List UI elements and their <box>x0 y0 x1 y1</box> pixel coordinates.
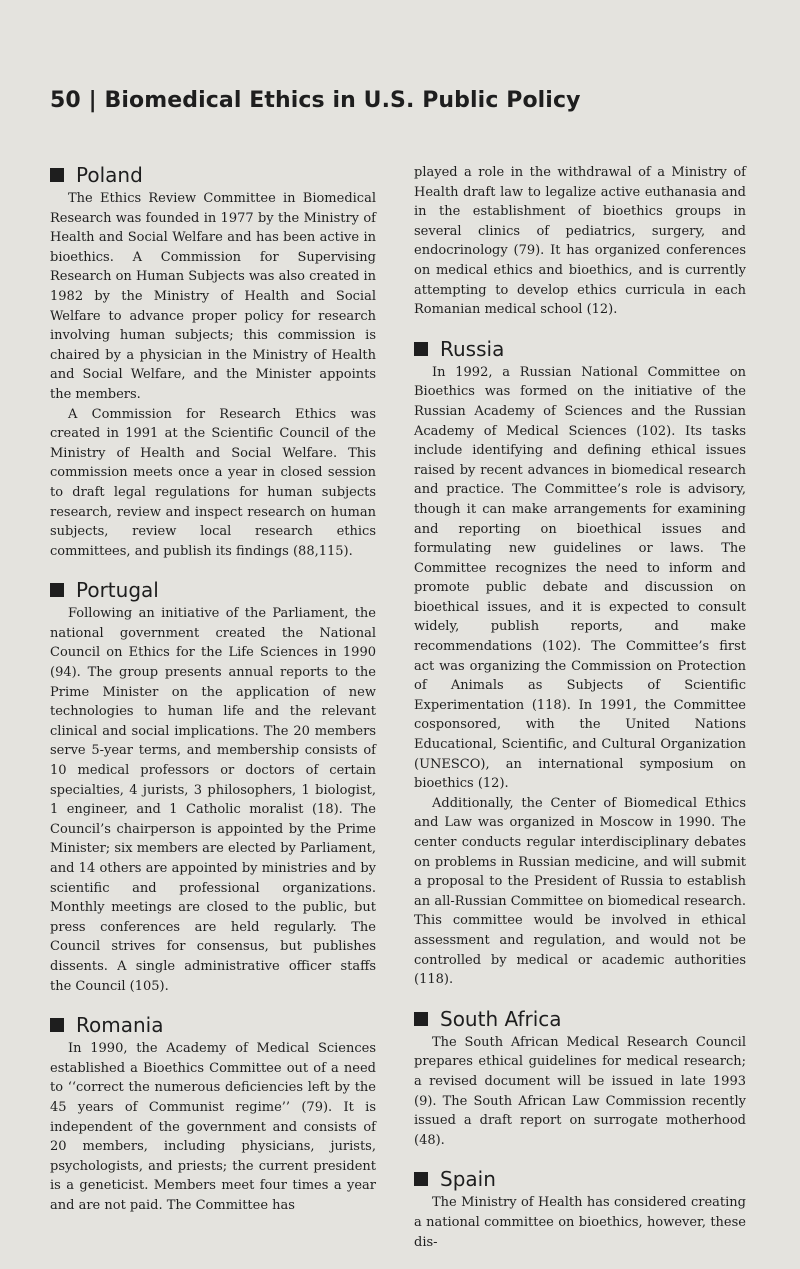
heading-text: Portugal <box>76 578 159 603</box>
section-heading-spain <box>414 1167 746 1191</box>
paragraph: Following an initiative of the Parliament, the national government created the National Council on Ethics for the Life Sciences in 1990 (94). The group presents annual reports to the Prime Minister on the application of new technologies to human life and the relevant clinical and social implications. The 20 members serve 5-year terms, and membership consists of 10 medical professors or doctors of certain specialties, 4 jurists, 3 philosophers, 1 biologist, 1 engineer, and 1 Catholic moralist (18). The Council’s chairperson is appointed by the Prime Minister; six members are elected by Parliament, and 14 others are appointed by ministries and by scientific and professional organizations. Monthly meetings are closed to the public, but press conferences are held regularly. The Council strives for consensus, but publishes dissents. A single administrative officer staffs the Council (105). <box>50 606 376 994</box>
left-column <box>50 163 376 1233</box>
square-bullet-icon <box>414 1172 428 1186</box>
section-heading-russia <box>414 337 746 361</box>
section-south-africa <box>414 1007 746 1151</box>
section-heading-poland <box>50 163 376 187</box>
section-heading-romania <box>50 1013 376 1037</box>
square-bullet-icon <box>50 168 64 182</box>
heading-text: South Africa <box>440 1006 562 1031</box>
paragraph: The South African Medical Research Council prepares ethical guidelines for medical research; a revised document will be issued in late 1993 (9). The South African Law Commission recently issued a draft report on surrogate motherhood (48). <box>414 1034 746 1148</box>
section-heading-portugal <box>50 578 376 602</box>
section-romania-continued <box>414 163 746 320</box>
section-romania <box>50 1013 376 1215</box>
square-bullet-icon <box>414 342 428 356</box>
section-heading-south-africa <box>414 1007 746 1031</box>
heading-text: Spain <box>440 1167 496 1192</box>
heading-text: Romania <box>76 1013 164 1038</box>
paragraph: A Commission for Research Ethics was created in 1991 at the Scientific Council of the Ministry of Health and Social Welfare. This commission meets once a year in closed session to draft legal regulations for human subjects research, review and inspect research on human subjects, review local research ethics committees, and publish its findings (88,115). <box>50 406 376 559</box>
square-bullet-icon <box>50 1018 64 1032</box>
square-bullet-icon <box>414 1012 428 1026</box>
paragraph: In 1990, the Academy of Medical Sciences established a Bioethics Committee out of a need to ‘‘correct the numerous deficiencies left by the 45 years of Communist regime’’ (79). It is independent of the government and consists of 20 members, including physicians, jurists, psychologists, and priests; the current president is a geneticist. Members meet four times a year and are not paid. The Committee has <box>50 1041 376 1213</box>
section-poland <box>50 163 376 561</box>
heading-text: Russia <box>440 336 505 361</box>
section-russia <box>414 337 746 990</box>
right-column <box>414 163 746 1269</box>
paragraph: The Ethics Review Committee in Biomedical Research was founded in 1977 by the Ministry of Health and Social Welfare and has been active in bioethics. A Commission for Supervising Research on Human Subjects was also created in 1982 by the Ministry of Health and Social Welfare to advance proper policy for research involving human subjects; this commission is chaired by a physician in the Ministry of Health and Social Welfare, and the Minister appoints the members. <box>50 191 376 402</box>
section-spain <box>414 1167 746 1252</box>
paragraph: Additionally, the Center of Biomedical Ethics and Law was organized in Moscow in 1990. The center conducts regular interdisciplinary debates on problems in Russian medicine, and will submit a proposal to the President of Russia to establish an all-Russian Committee on biomedical research. This committee would be involved in ethical assessment and regulation, and would not be controlled by medical or academic authorities (118). <box>414 795 746 988</box>
section-portugal <box>50 578 376 996</box>
paragraph: The Ministry of Health has considered creating a national committee on bioethics, however, these dis- <box>414 1195 746 1250</box>
square-bullet-icon <box>50 583 64 597</box>
paragraph: In 1992, a Russian National Committee on Bioethics was formed on the initiative of the Russian Academy of Sciences and the Russian Academy of Medical Sciences (102). Its tasks include identifying and defining ethical issues raised by recent advances in biomedical research and practice. The Committee’s role is advisory, though it can make arrangements for examining and reporting on bioethical issues and formulating new guidelines or laws. The Committee recognizes the need to inform and promote public debate and discussion on bioethical issues, and it is expected to consult widely, publish reports, and make recommendations (102). The Committee’s first act was organizing the Commission on Protection of Animals as Subjects of Scientific Experimentation (118). In 1991, the Committee cosponsored, with the United Nations Educational, Scientific, and Cultural Organization (UNESCO), an international symposium on bioethics (12). <box>414 364 746 792</box>
running-head: 50 | Biomedical Ethics in U.S. Public Policy <box>50 88 581 113</box>
heading-text: Poland <box>76 163 143 187</box>
paragraph: played a role in the withdrawal of a Ministry of Health draft law to legalize active euthanasia and in the establishment of bioethics groups in several clinics of pediatrics, surgery, and endocrinology (79). It has organized conferences on medical ethics and bioethics, and is currently attempting to develop ethics curricula in each Romanian medical school (12). <box>414 165 746 318</box>
